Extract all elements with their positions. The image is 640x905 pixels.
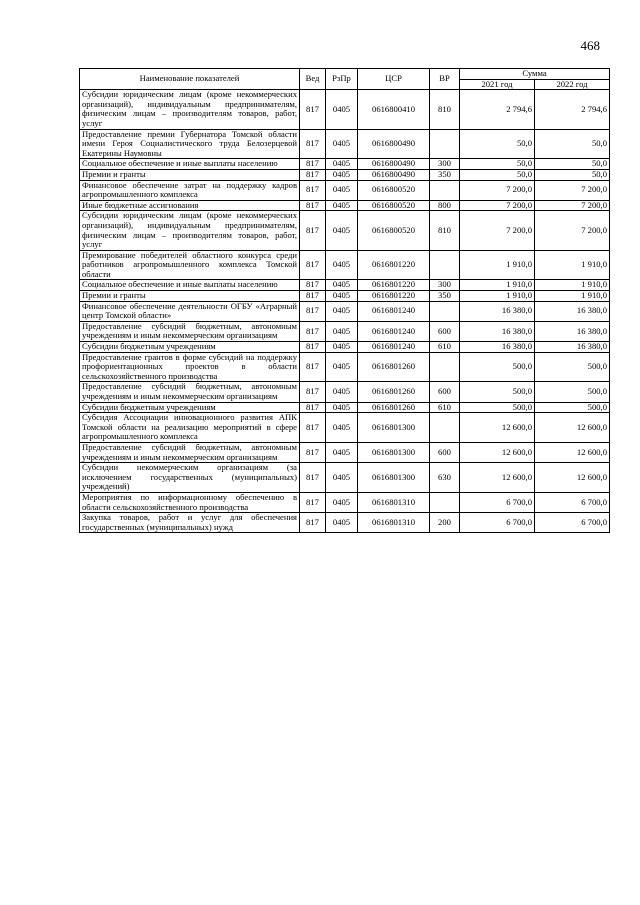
header-vr: ВР <box>430 69 460 90</box>
cell-ved: 817 <box>300 463 326 493</box>
cell-2021: 500,0 <box>460 402 535 413</box>
cell-ved: 817 <box>300 413 326 443</box>
table-row <box>80 402 610 413</box>
cell-2021: 16 380,0 <box>460 301 535 321</box>
cell-2022: 7 200,0 <box>535 200 610 211</box>
cell-2021: 50,0 <box>460 169 535 180</box>
cell-2022: 12 600,0 <box>535 463 610 493</box>
cell-name: Премирование победителей областного конкурса среди работников агропромышленного комплекса Томской области <box>80 250 300 280</box>
cell-2021: 12 600,0 <box>460 413 535 443</box>
cell-2022: 16 380,0 <box>535 321 610 341</box>
cell-2022: 16 380,0 <box>535 342 610 353</box>
table-row <box>80 200 610 211</box>
cell-rzpr: 0405 <box>326 301 358 321</box>
table-row <box>80 382 610 402</box>
cell-name: Субсидии бюджетным учреждениям <box>80 402 300 413</box>
cell-2021: 50,0 <box>460 129 535 159</box>
cell-2022: 12 600,0 <box>535 413 610 443</box>
cell-ved: 817 <box>300 180 326 200</box>
cell-2021: 7 200,0 <box>460 200 535 211</box>
header-rzpr: РзПр <box>326 69 358 90</box>
cell-name: Премии и гранты <box>80 169 300 180</box>
cell-name: Социальное обеспечение и иные выплаты населению <box>80 280 300 291</box>
cell-vr: 200 <box>430 513 460 533</box>
table-row <box>80 211 610 250</box>
cell-rzpr: 0405 <box>326 129 358 159</box>
cell-ved: 817 <box>300 169 326 180</box>
cell-2022: 500,0 <box>535 382 610 402</box>
cell-csr: 0616801220 <box>358 280 430 291</box>
cell-vr <box>430 250 460 280</box>
header-sum: Сумма <box>460 69 610 80</box>
cell-2022: 2 794,6 <box>535 90 610 129</box>
cell-vr: 810 <box>430 211 460 250</box>
budget-table <box>79 68 610 533</box>
cell-ved: 817 <box>300 301 326 321</box>
cell-ved: 817 <box>300 211 326 250</box>
cell-2022: 7 200,0 <box>535 180 610 200</box>
cell-vr: 600 <box>430 382 460 402</box>
cell-name: Предоставление субсидий бюджетным, автономным учреждениям и иным некоммерческим организациям <box>80 382 300 402</box>
cell-vr: 810 <box>430 90 460 129</box>
cell-vr: 600 <box>430 442 460 462</box>
cell-ved: 817 <box>300 513 326 533</box>
cell-csr: 0616801260 <box>358 352 430 382</box>
table-row <box>80 180 610 200</box>
header-csr: ЦСР <box>358 69 430 90</box>
cell-2021: 6 700,0 <box>460 492 535 512</box>
cell-csr: 0616801310 <box>358 492 430 512</box>
cell-2022: 50,0 <box>535 159 610 170</box>
cell-ved: 817 <box>300 250 326 280</box>
cell-rzpr: 0405 <box>326 90 358 129</box>
table-row <box>80 301 610 321</box>
header-2022: 2022 год <box>535 79 610 90</box>
page-number: 468 <box>580 38 600 53</box>
cell-vr: 350 <box>430 169 460 180</box>
cell-name: Финансовое обеспечение деятельности ОГБУ «Аграрный центр Томской области» <box>80 301 300 321</box>
cell-rzpr: 0405 <box>326 382 358 402</box>
table-row <box>80 129 610 159</box>
cell-ved: 817 <box>300 159 326 170</box>
cell-rzpr: 0405 <box>326 180 358 200</box>
cell-vr <box>430 492 460 512</box>
table-row <box>80 291 610 302</box>
cell-csr: 0616801300 <box>358 463 430 493</box>
cell-csr: 0616801220 <box>358 250 430 280</box>
cell-rzpr: 0405 <box>326 352 358 382</box>
cell-name: Премии и гранты <box>80 291 300 302</box>
cell-2022: 16 380,0 <box>535 301 610 321</box>
cell-csr: 0616801240 <box>358 321 430 341</box>
table-row <box>80 463 610 493</box>
cell-2021: 500,0 <box>460 382 535 402</box>
cell-2022: 50,0 <box>535 169 610 180</box>
header-ved: Вед <box>300 69 326 90</box>
cell-2021: 500,0 <box>460 352 535 382</box>
cell-rzpr: 0405 <box>326 413 358 443</box>
table-row <box>80 442 610 462</box>
cell-2022: 6 700,0 <box>535 513 610 533</box>
cell-csr: 0616801260 <box>358 402 430 413</box>
cell-ved: 817 <box>300 382 326 402</box>
cell-2021: 12 600,0 <box>460 442 535 462</box>
cell-ved: 817 <box>300 442 326 462</box>
cell-ved: 817 <box>300 352 326 382</box>
cell-rzpr: 0405 <box>326 492 358 512</box>
cell-2021: 16 380,0 <box>460 342 535 353</box>
cell-2021: 1 910,0 <box>460 280 535 291</box>
cell-2021: 1 910,0 <box>460 250 535 280</box>
cell-2022: 1 910,0 <box>535 250 610 280</box>
cell-vr <box>430 352 460 382</box>
table-row <box>80 492 610 512</box>
table-row <box>80 342 610 353</box>
cell-2021: 7 200,0 <box>460 180 535 200</box>
cell-name: Мероприятия по информационному обеспечению в области сельскохозяйственного производства <box>80 492 300 512</box>
cell-vr <box>430 129 460 159</box>
cell-rzpr: 0405 <box>326 342 358 353</box>
cell-rzpr: 0405 <box>326 200 358 211</box>
cell-csr: 0616800490 <box>358 159 430 170</box>
cell-name: Предоставление субсидий бюджетным, автономным учреждениям и иным некоммерческим организациям <box>80 321 300 341</box>
cell-csr: 0616800490 <box>358 129 430 159</box>
cell-vr <box>430 180 460 200</box>
cell-rzpr: 0405 <box>326 250 358 280</box>
cell-ved: 817 <box>300 492 326 512</box>
cell-rzpr: 0405 <box>326 321 358 341</box>
cell-csr: 0616801310 <box>358 513 430 533</box>
table-row <box>80 513 610 533</box>
table-row <box>80 250 610 280</box>
cell-csr: 0616801240 <box>358 342 430 353</box>
table-body <box>80 90 610 533</box>
cell-rzpr: 0405 <box>326 211 358 250</box>
cell-2021: 50,0 <box>460 159 535 170</box>
cell-vr: 630 <box>430 463 460 493</box>
cell-csr: 0616800520 <box>358 180 430 200</box>
cell-rzpr: 0405 <box>326 159 358 170</box>
cell-2022: 1 910,0 <box>535 280 610 291</box>
cell-ved: 817 <box>300 280 326 291</box>
cell-csr: 0616801300 <box>358 413 430 443</box>
cell-2022: 50,0 <box>535 129 610 159</box>
cell-name: Закупка товаров, работ и услуг для обеспечения государственных (муниципальных) нужд <box>80 513 300 533</box>
cell-csr: 0616800520 <box>358 200 430 211</box>
cell-2022: 1 910,0 <box>535 291 610 302</box>
cell-2022: 6 700,0 <box>535 492 610 512</box>
header-name: Наименование показателей <box>80 69 300 90</box>
header-2021: 2021 год <box>460 79 535 90</box>
cell-2021: 2 794,6 <box>460 90 535 129</box>
cell-2022: 12 600,0 <box>535 442 610 462</box>
cell-ved: 817 <box>300 291 326 302</box>
cell-vr <box>430 301 460 321</box>
cell-csr: 0616801240 <box>358 301 430 321</box>
cell-vr: 610 <box>430 402 460 413</box>
cell-name: Предоставление субсидий бюджетным, автономным учреждениям и иным некоммерческим организациям <box>80 442 300 462</box>
cell-vr: 610 <box>430 342 460 353</box>
cell-vr <box>430 413 460 443</box>
cell-csr: 0616801220 <box>358 291 430 302</box>
cell-2022: 7 200,0 <box>535 211 610 250</box>
cell-name: Субсидии бюджетным учреждениям <box>80 342 300 353</box>
cell-csr: 0616801260 <box>358 382 430 402</box>
cell-rzpr: 0405 <box>326 513 358 533</box>
cell-ved: 817 <box>300 321 326 341</box>
cell-vr: 300 <box>430 159 460 170</box>
cell-name: Социальное обеспечение и иные выплаты населению <box>80 159 300 170</box>
cell-rzpr: 0405 <box>326 280 358 291</box>
table-row <box>80 321 610 341</box>
cell-vr: 800 <box>430 200 460 211</box>
cell-name: Субсидии юридическим лицам (кроме некоммерческих организаций), индивидуальным предпринимателям, физическим лицам – производителям товаров, работ, услуг <box>80 90 300 129</box>
table-row <box>80 352 610 382</box>
cell-rzpr: 0405 <box>326 169 358 180</box>
cell-ved: 817 <box>300 200 326 211</box>
cell-2021: 12 600,0 <box>460 463 535 493</box>
cell-2021: 7 200,0 <box>460 211 535 250</box>
cell-ved: 817 <box>300 90 326 129</box>
cell-rzpr: 0405 <box>326 442 358 462</box>
cell-csr: 0616800490 <box>358 169 430 180</box>
cell-ved: 817 <box>300 402 326 413</box>
cell-name: Предоставление премии Губернатора Томской области имени Героя Социалистического труда Белозерцевой Екатерины Наумовны <box>80 129 300 159</box>
cell-rzpr: 0405 <box>326 402 358 413</box>
table-row <box>80 413 610 443</box>
cell-ved: 817 <box>300 342 326 353</box>
cell-vr: 300 <box>430 280 460 291</box>
cell-vr: 600 <box>430 321 460 341</box>
cell-ved: 817 <box>300 129 326 159</box>
table-row <box>80 159 610 170</box>
cell-rzpr: 0405 <box>326 463 358 493</box>
cell-rzpr: 0405 <box>326 291 358 302</box>
cell-csr: 0616801300 <box>358 442 430 462</box>
cell-name: Субсидии юридическим лицам (кроме некоммерческих организаций), индивидуальным предпринимателям, физическим лицам – производителям товаров, работ, услуг <box>80 211 300 250</box>
cell-2022: 500,0 <box>535 352 610 382</box>
table-row <box>80 169 610 180</box>
cell-2021: 1 910,0 <box>460 291 535 302</box>
table-row <box>80 280 610 291</box>
cell-2022: 500,0 <box>535 402 610 413</box>
cell-csr: 0616800410 <box>358 90 430 129</box>
table-row <box>80 90 610 129</box>
cell-vr: 350 <box>430 291 460 302</box>
cell-name: Финансовое обеспечение затрат на поддержку кадров агропромышленного комплекса <box>80 180 300 200</box>
cell-name: Субсидия Ассоциации инновационного развития АПК Томской области на реализацию мероприятий в сфере агропромышленного комплекса <box>80 413 300 443</box>
cell-csr: 0616800520 <box>358 211 430 250</box>
cell-name: Субсидии некоммерческим организациям (за исключением государственных (муниципальных) учреждений) <box>80 463 300 493</box>
cell-name: Иные бюджетные ассигнования <box>80 200 300 211</box>
cell-2021: 6 700,0 <box>460 513 535 533</box>
cell-2021: 16 380,0 <box>460 321 535 341</box>
cell-name: Предоставление грантов в форме субсидий на поддержку профориентационных проектов в области сельскохозяйственного производства <box>80 352 300 382</box>
